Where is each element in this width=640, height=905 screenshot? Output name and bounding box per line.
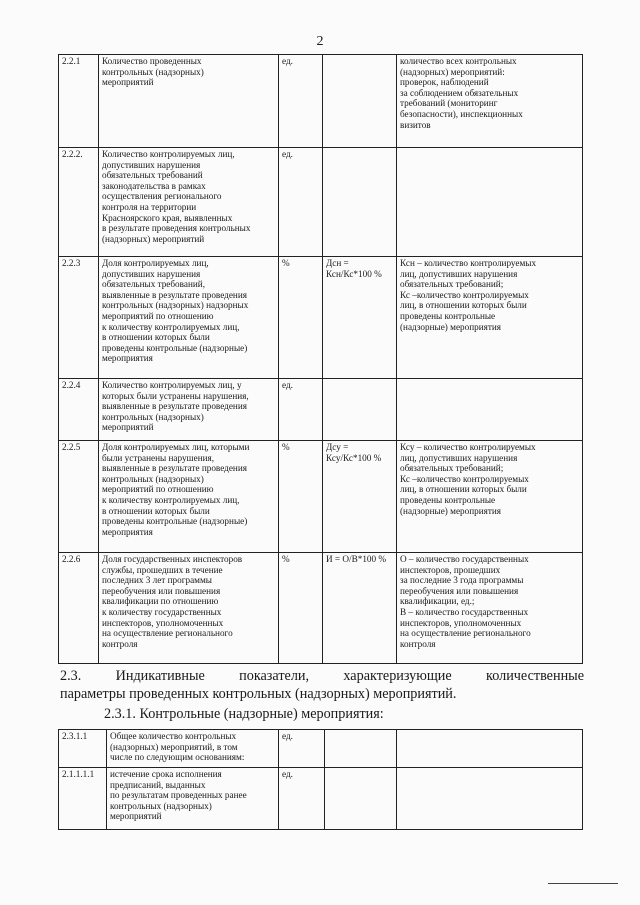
unit-cell: %	[279, 257, 323, 379]
indicator-name: Количество проведенных контрольных (надзорных) мероприятий	[99, 55, 279, 148]
unit-cell: ед.	[279, 730, 325, 768]
row-number: 2.2.2.	[59, 148, 99, 257]
row-number: 2.2.6	[59, 553, 99, 664]
formula-cell	[323, 379, 397, 441]
control-measures-table	[58, 729, 583, 830]
unit-cell: ед.	[279, 379, 323, 441]
comment-cell	[397, 768, 583, 830]
page-number: 2	[316, 34, 324, 49]
formula-cell	[323, 55, 397, 148]
comment-cell: количество всех контрольных (надзорных) мероприятий: проверок, наблюдений за соблюдением обязательных требований (мониторинг безопасности), инспекционных визитов	[397, 55, 583, 148]
formula-cell: Дсн = Ксн/Кс*100 %	[323, 257, 397, 379]
comment-cell	[397, 379, 583, 441]
formula-cell	[323, 148, 397, 257]
formula-cell: Дсу = Ксу/Кс*100 %	[323, 441, 397, 553]
section-heading-line1: 2.3. Индикативные показатели, характеризующие количественные	[60, 668, 584, 684]
table-row	[59, 379, 583, 441]
formula-cell	[325, 768, 397, 830]
unit-cell: %	[279, 553, 323, 664]
indicator-name: Общее количество контрольных (надзорных) мероприятий, в том числе по следующим основаниям:	[107, 730, 279, 768]
table-row	[59, 553, 583, 664]
indicator-name: Количество контролируемых лиц, у которых были устранены нарушения, выявленные в результате проведения контрольных (надзорных) мероприятий	[99, 379, 279, 441]
table-row	[59, 441, 583, 553]
unit-cell: ед.	[279, 768, 325, 830]
unit-cell: ед.	[279, 148, 323, 257]
subsection-heading: 2.3.1. Контрольные (надзорные) мероприятия:	[104, 706, 384, 722]
table-row	[59, 768, 583, 830]
row-number: 2.2.5	[59, 441, 99, 553]
table-row	[59, 730, 583, 768]
indicator-name: Доля контролируемых лиц, допустивших нарушения обязательных требований, выявленные в результате проведения контрольных (надзорных) надзорных мероприятий по отношению к количеству контролируемых лиц, в отношении которых были проведены контрольные (надзорные) мероприятия	[99, 257, 279, 379]
unit-cell: %	[279, 441, 323, 553]
comment-cell: О – количество государственных инспекторов, прошедших за последние 3 года программы переобучения или повышения квалификации, ед.; В – количество государственных инспекторов, уполномоченных на осуществление регионального контроля	[397, 553, 583, 664]
comment-cell: Ксн – количество контролируемых лиц, допустивших нарушения обязательных требований; Кс –количество контролируемых лиц, в отношении которых были проведены контрольные (надзорные) мероприятия	[397, 257, 583, 379]
table-row	[59, 257, 583, 379]
formula-cell: И = О/В*100 %	[323, 553, 397, 664]
table-row	[59, 55, 583, 148]
row-number: 2.2.1	[59, 55, 99, 148]
section-heading-line2: параметры проведенных контрольных (надзорных) мероприятий.	[60, 686, 457, 702]
comment-cell	[397, 148, 583, 257]
formula-cell	[325, 730, 397, 768]
comment-cell	[397, 730, 583, 768]
unit-cell: ед.	[279, 55, 323, 148]
indicator-name: истечение срока исполнения предписаний, выданных по результатам проведенных ранее контрольных (надзорных) мероприятий	[107, 768, 279, 830]
row-number: 2.1.1.1.1	[59, 768, 107, 830]
row-number: 2.3.1.1	[59, 730, 107, 768]
indicator-name: Доля государственных инспекторов службы, прошедших в течение последних 3 лет программы переобучения или повышения квалификации по отношению к количеству государственных инспекторов, уполномоченных на осуществление регионального контроля	[99, 553, 279, 664]
row-number: 2.2.3	[59, 257, 99, 379]
indicator-table	[58, 54, 583, 664]
row-number: 2.2.4	[59, 379, 99, 441]
comment-cell: Ксу – количество контролируемых лиц, допустивших нарушения обязательных требований; Кс –количество контролируемых лиц, в отношении которых были проведены контрольные (надзорные) мероприятия	[397, 441, 583, 553]
footer-rule	[548, 883, 618, 884]
indicator-name: Доля контролируемых лиц, которыми были устранены нарушения, выявленные в результате проведения контрольных (надзорных) мероприятий по отношению к количеству контролируемых лиц, в отношении которых были проведены контрольные (надзорные) мероприятия	[99, 441, 279, 553]
table-row	[59, 148, 583, 257]
indicator-name: Количество контролируемых лиц, допустивших нарушения обязательных требований законодательства в рамках осуществления регионального контроля на территории Красноярского края, выявленных в результате проведения контрольных (надзорных) мероприятий	[99, 148, 279, 257]
